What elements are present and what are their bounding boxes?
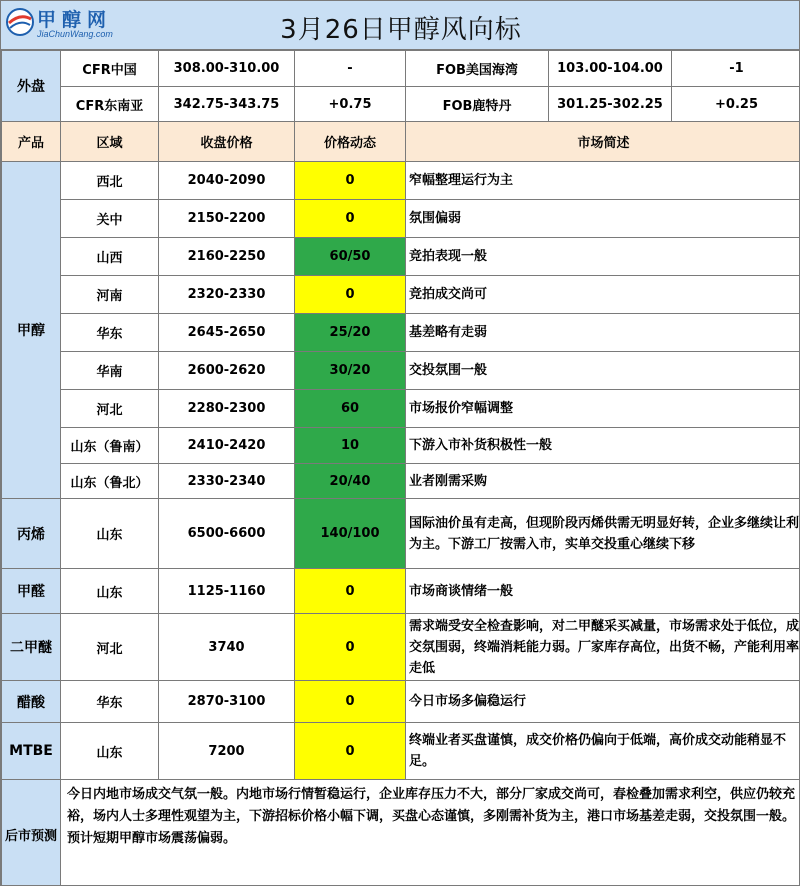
table-row xyxy=(2,428,800,464)
foreign-change: -1 xyxy=(672,51,800,87)
price-cell: 2600-2620 xyxy=(159,352,295,390)
summary-cell: 交投氛围一般 xyxy=(406,352,800,390)
change-cell: 0 xyxy=(295,276,406,314)
region-cell: 河北 xyxy=(61,614,159,681)
region-cell: 华东 xyxy=(61,681,159,723)
foreign-price: 342.75-343.75 xyxy=(159,87,295,122)
logo-url: JiaChunWang.com xyxy=(37,29,113,39)
summary-cell: 氛围偏弱 xyxy=(406,200,800,238)
price-cell: 2160-2250 xyxy=(159,238,295,276)
change-cell: 0 xyxy=(295,723,406,780)
price-cell: 2330-2340 xyxy=(159,464,295,499)
table-row xyxy=(2,464,800,499)
table-row xyxy=(2,390,800,428)
product-cell: 甲醛 xyxy=(2,569,61,614)
summary-cell: 今日市场多偏稳运行 xyxy=(406,681,800,723)
logo-text: 甲醇网 xyxy=(37,9,113,31)
price-cell: 2280-2300 xyxy=(159,390,295,428)
foreign-name: FOB美国海湾 xyxy=(406,51,549,87)
col-header-summary: 市场简述 xyxy=(406,122,800,162)
table-row xyxy=(2,276,800,314)
foreign-price: 301.25-302.25 xyxy=(549,87,672,122)
page-title: 3月26日甲醇风向标 xyxy=(280,15,522,45)
region-cell: 山西 xyxy=(61,238,159,276)
outlook-label: 后市预测 xyxy=(2,780,61,886)
region-cell: 山东 xyxy=(61,569,159,614)
summary-cell: 基差略有走弱 xyxy=(406,314,800,352)
foreign-change: +0.75 xyxy=(295,87,406,122)
change-cell: 20/40 xyxy=(295,464,406,499)
change-cell: 0 xyxy=(295,200,406,238)
summary-cell: 需求端受安全检查影响，对二甲醚采买减量，市场需求处于低位，成交氛围弱，终端消耗能力弱。厂家库存高位，出货不畅，产能利用率走低 xyxy=(406,614,800,681)
region-cell: 河北 xyxy=(61,390,159,428)
col-header-change: 价格动态 xyxy=(295,122,406,162)
price-cell: 2410-2420 xyxy=(159,428,295,464)
price-cell: 7200 xyxy=(159,723,295,780)
price-cell: 2320-2330 xyxy=(159,276,295,314)
price-cell: 2040-2090 xyxy=(159,162,295,200)
foreign-change: +0.25 xyxy=(672,87,800,122)
price-cell: 1125-1160 xyxy=(159,569,295,614)
table-row xyxy=(2,238,800,276)
price-cell: 3740 xyxy=(159,614,295,681)
foreign-row xyxy=(2,87,800,122)
change-cell: 0 xyxy=(295,681,406,723)
region-cell: 华东 xyxy=(61,314,159,352)
change-cell: 0 xyxy=(295,569,406,614)
change-cell: 60/50 xyxy=(295,238,406,276)
change-cell: 25/20 xyxy=(295,314,406,352)
table-row xyxy=(2,569,800,614)
region-cell: 山东 xyxy=(61,499,159,569)
summary-cell: 竞拍成交尚可 xyxy=(406,276,800,314)
product-cell: 甲醇 xyxy=(2,162,61,499)
foreign-price: 308.00-310.00 xyxy=(159,51,295,87)
table-row xyxy=(2,681,800,723)
foreign-label: 外盘 xyxy=(2,51,61,122)
change-cell: 0 xyxy=(295,614,406,681)
product-cell: 丙烯 xyxy=(2,499,61,569)
region-cell: 河南 xyxy=(61,276,159,314)
outlook-text: 今日内地市场成交气氛一般。内地市场行情暂稳运行，企业库存压力不大，部分厂家成交尚可，春检叠加需求利空，供应仍较充裕，场内人士多理性观望为主，下游招标价格小幅下调，买盘心态谨慎，多刚需补货为主，港口市场基差走弱，交投氛围一般。预计短期甲醇市场震荡偏弱。 xyxy=(61,780,800,886)
col-header-product: 产品 xyxy=(2,122,61,162)
summary-cell: 竞拍表现一般 xyxy=(406,238,800,276)
foreign-name: CFR东南亚 xyxy=(61,87,159,122)
summary-cell: 市场报价窄幅调整 xyxy=(406,390,800,428)
summary-cell: 终端业者买盘谨慎，成交价格仍偏向于低端，高价成交动能稍显不足。 xyxy=(406,723,800,780)
change-cell: 0 xyxy=(295,162,406,200)
region-cell: 山东 xyxy=(61,723,159,780)
foreign-market-table xyxy=(1,50,800,122)
column-header-row xyxy=(2,122,800,162)
foreign-row xyxy=(2,51,800,87)
region-cell: 山东（鲁北） xyxy=(61,464,159,499)
region-cell: 华南 xyxy=(61,352,159,390)
foreign-name: CFR中国 xyxy=(61,51,159,87)
product-cell: 二甲醚 xyxy=(2,614,61,681)
summary-cell: 下游入市补货积极性一般 xyxy=(406,428,800,464)
price-cell: 2645-2650 xyxy=(159,314,295,352)
change-cell: 140/100 xyxy=(295,499,406,569)
product-cell: 醋酸 xyxy=(2,681,61,723)
change-cell: 10 xyxy=(295,428,406,464)
col-header-region: 区域 xyxy=(61,122,159,162)
table-row xyxy=(2,352,800,390)
region-cell: 关中 xyxy=(61,200,159,238)
foreign-name: FOB鹿特丹 xyxy=(406,87,549,122)
summary-cell: 市场商谈情绪一般 xyxy=(406,569,800,614)
domestic-price-table xyxy=(1,121,800,886)
table-row xyxy=(2,614,800,681)
table-row xyxy=(2,314,800,352)
table-row xyxy=(2,723,800,780)
outlook-row xyxy=(2,780,800,886)
summary-cell: 业者刚需采购 xyxy=(406,464,800,499)
region-cell: 西北 xyxy=(61,162,159,200)
price-cell: 2870-3100 xyxy=(159,681,295,723)
price-cell: 2150-2200 xyxy=(159,200,295,238)
foreign-change: - xyxy=(295,51,406,87)
summary-cell: 国际油价虽有走高，但现阶段丙烯供需无明显好转，企业多继续让利为主。下游工厂按需入市，实单交投重心继续下移 xyxy=(406,499,800,569)
table-row xyxy=(2,499,800,569)
price-cell: 6500-6600 xyxy=(159,499,295,569)
title-band xyxy=(1,1,800,50)
change-cell: 60 xyxy=(295,390,406,428)
table-row xyxy=(2,200,800,238)
product-cell: MTBE xyxy=(2,723,61,780)
table-row xyxy=(2,162,800,200)
summary-cell: 窄幅整理运行为主 xyxy=(406,162,800,200)
region-cell: 山东（鲁南） xyxy=(61,428,159,464)
col-header-price: 收盘价格 xyxy=(159,122,295,162)
foreign-price: 103.00-104.00 xyxy=(549,51,672,87)
change-cell: 30/20 xyxy=(295,352,406,390)
